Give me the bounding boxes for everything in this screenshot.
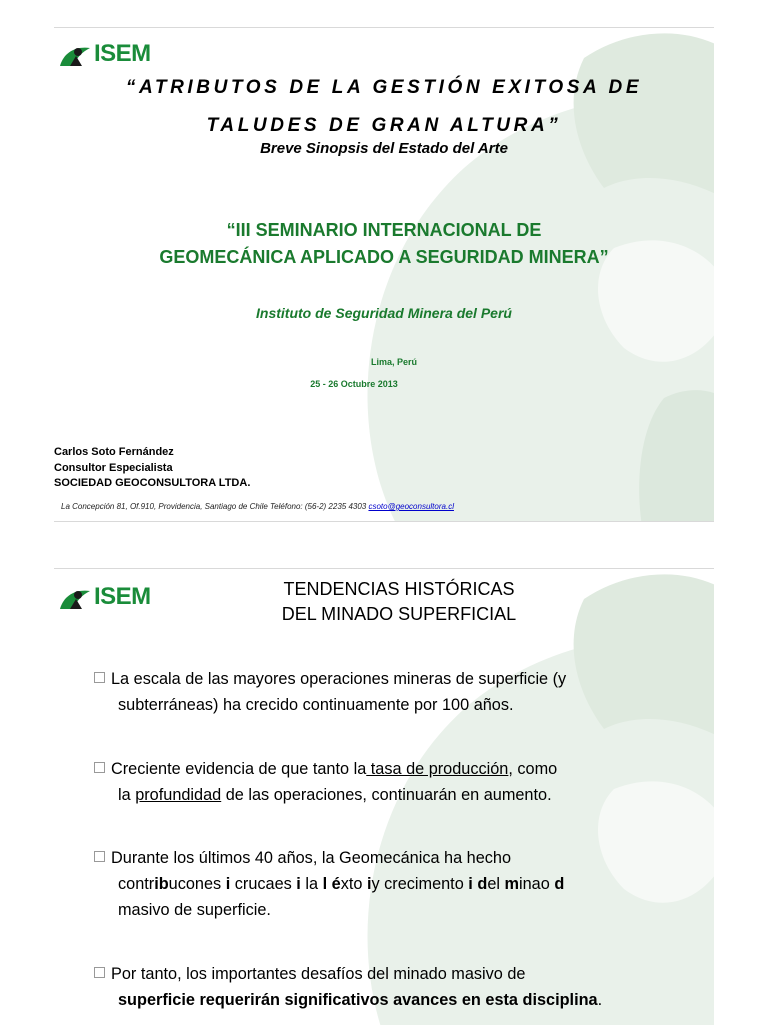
logo-text: ISEM: [94, 583, 151, 610]
bullet-3: [94, 845, 694, 923]
bullet-2-text: , como: [508, 760, 558, 778]
bullet-1-line2: subterráneas) ha crecido continuamente por 100 años.: [118, 696, 514, 714]
bullet-box-icon: [94, 762, 105, 773]
bullet-3-bold-fragment: i: [468, 875, 473, 893]
bullet-4-end: .: [597, 991, 603, 1009]
author-role: Consultor Especialista: [54, 461, 173, 474]
author-company: SOCIEDAD GEOCONSULTORA LTDA.: [54, 477, 251, 489]
bullet-4: [94, 961, 694, 1013]
trends-slide: [54, 568, 714, 1025]
main-title: [54, 72, 714, 142]
seminar-title-line1: “III SEMINARIO INTERNACIONAL DE: [226, 220, 542, 240]
bullet-3-line3: masivo de superficie.: [118, 901, 271, 919]
bullet-3-bold-fragment: i: [366, 875, 372, 893]
main-title-line1: “ATRIBUTOS DE LA GESTIÓN EXITOSA DE: [125, 77, 643, 98]
bullet-3-bold-fragment: i: [296, 875, 301, 893]
bullet-2-text: Creciente evidencia de que tanto la: [111, 760, 367, 778]
bullet-3-fragment: el: [487, 875, 505, 893]
address-text: La Concepción 81, Of.910, Providencia, Santiago de Chile Teléfono: (56-2) 2235 4303: [61, 502, 369, 511]
bullet-2-line2: [94, 782, 694, 808]
bullet-3-bold-fragment: é: [331, 875, 341, 893]
depth-term: profundidad: [135, 786, 222, 804]
bullet-3-fragment: contr: [118, 875, 155, 893]
bullet-3-bold-fragment: l: [322, 875, 328, 893]
bullet-3-bold-fragment: i: [225, 875, 231, 893]
bullet-3-fragment: xto: [340, 875, 367, 893]
bullet-3-line1: Durante los últimos 40 años, la Geomecánica ha hecho: [111, 849, 512, 867]
isem-logo-icon: [58, 44, 92, 68]
bullet-2-text: de las operaciones, continuarán en aumento.: [221, 786, 552, 804]
author-block: [54, 445, 250, 492]
slide-heading-line1: TENDENCIAS HISTÓRICAS: [283, 579, 515, 599]
email-link[interactable]: csoto@geoconsultora.cl: [368, 502, 454, 511]
bullet-3-fragment: y crecimento: [371, 875, 469, 893]
bullet-3-bold-fragment: d: [477, 875, 488, 893]
seminar-title: [54, 217, 714, 271]
isem-logo: [58, 42, 178, 70]
bullet-1: [94, 666, 694, 718]
bullet-3-bold-fragment: m: [504, 875, 519, 893]
bullet-box-icon: [94, 851, 105, 862]
institute-name: Instituto de Seguridad Minera del Perú: [256, 305, 512, 321]
bullet-3-fragment: ucones: [168, 875, 226, 893]
bullet-box-icon: [94, 672, 105, 683]
bullet-4-line1: Por tanto, los importantes desafíos del minado masivo de: [111, 965, 526, 983]
bullet-3-bold-fragment: ib: [154, 875, 169, 893]
city: Lima, Perú: [370, 357, 417, 367]
bullet-3-line2: [94, 871, 694, 897]
title-slide: [54, 27, 714, 522]
seminar-title-line2: GEOMECÁNICA APLICADO A SEGURIDAD MINERA”: [159, 247, 609, 267]
event-dates: 25 - 26 Octubre 2013: [310, 379, 398, 389]
slide-heading: [54, 577, 714, 627]
bullet-2-text: la: [118, 786, 136, 804]
main-title-line2: TALUDES DE GRAN ALTURA”: [206, 115, 562, 136]
bullet-3-fragment: la: [300, 875, 323, 893]
subtitle: Breve Sinopsis del Estado del Arte: [260, 140, 508, 157]
slide-heading-line2: DEL MINADO SUPERFICIAL: [281, 604, 517, 624]
bullet-box-icon: [94, 967, 105, 978]
bullet-2: [94, 756, 694, 808]
bullet-3-fragment: crucaes: [230, 875, 297, 893]
production-rate-term: tasa de producción: [366, 760, 509, 778]
bullet-4-bold-text: superficie requerirán significativos avances en esta disciplina: [118, 991, 598, 1009]
bullet-3-bold-fragment: d: [554, 875, 565, 893]
bullet-1-line1: La escala de las mayores operaciones mineras de superficie (y: [111, 670, 567, 688]
bullet-3-fragment: inao: [519, 875, 555, 893]
author-name: Carlos Soto Fernández: [54, 446, 174, 458]
bullet-4-line2: [94, 987, 694, 1013]
logo-text: ISEM: [94, 40, 151, 67]
address-line: [61, 502, 454, 511]
